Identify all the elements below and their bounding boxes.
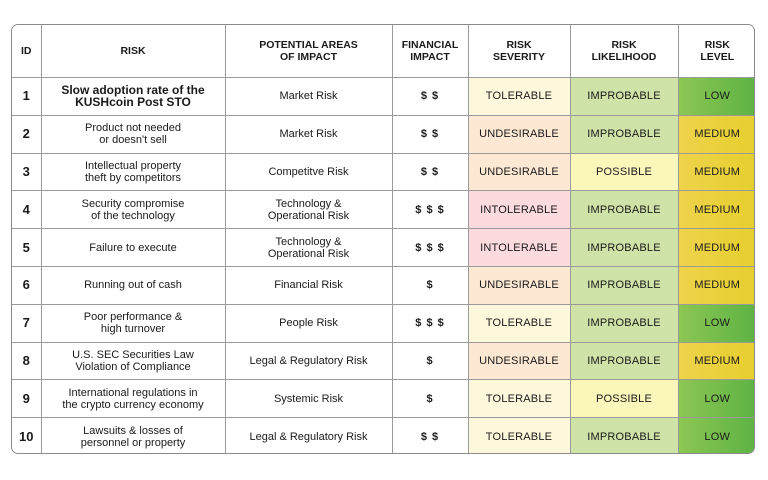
header-id: ID [12,25,41,78]
severity-badge: INTOLERABLE [468,229,570,267]
impact-area: Market Risk [225,78,392,116]
header-row [12,25,755,78]
header-areas: POTENTIAL AREAS OF IMPACT [225,25,392,78]
severity-badge: UNDESIRABLE [468,153,570,191]
severity-badge: TOLERABLE [468,380,570,418]
table-row [12,153,755,191]
risk-level-badge: MEDIUM [678,191,755,229]
header-likelihood: RISK LIKELIHOOD [570,25,678,78]
row-id: 5 [12,229,41,267]
row-id: 7 [12,304,41,342]
severity-badge: TOLERABLE [468,418,570,454]
table-row [12,115,755,153]
financial-impact: $ $ [392,115,468,153]
risk-description: U.S. SEC Securities Law Violation of Compliance [41,342,225,380]
likelihood-badge: IMPROBABLE [570,78,678,116]
likelihood-badge: IMPROBABLE [570,342,678,380]
financial-impact: $ $ [392,78,468,116]
risk-level-badge: MEDIUM [678,229,755,267]
likelihood-badge: POSSIBLE [570,380,678,418]
financial-impact: $ $ $ [392,229,468,267]
risk-description: Running out of cash [41,266,225,304]
impact-area: Technology & Operational Risk [225,229,392,267]
impact-area: Financial Risk [225,266,392,304]
risk-description: Security compromise of the technology [41,191,225,229]
header-level: RISK LEVEL [678,25,755,78]
row-id: 6 [12,266,41,304]
table-row [12,229,755,267]
severity-badge: UNDESIRABLE [468,342,570,380]
financial-impact: $ [392,342,468,380]
likelihood-badge: IMPROBABLE [570,266,678,304]
risk-description: Product not needed or doesn't sell [41,115,225,153]
table-body [12,78,755,455]
impact-area: Technology & Operational Risk [225,191,392,229]
header-financial: FINANCIAL IMPACT [392,25,468,78]
table-row [12,304,755,342]
likelihood-badge: IMPROBABLE [570,418,678,454]
row-id: 10 [12,418,41,454]
table-row [12,342,755,380]
financial-impact: $ $ [392,153,468,191]
risk-description: Poor performance & high turnover [41,304,225,342]
impact-area: Competitve Risk [225,153,392,191]
likelihood-badge: IMPROBABLE [570,229,678,267]
likelihood-badge: IMPROBABLE [570,191,678,229]
severity-badge: UNDESIRABLE [468,266,570,304]
financial-impact: $ [392,380,468,418]
risk-level-badge: MEDIUM [678,266,755,304]
risk-description: Lawsuits & losses of personnel or property [41,418,225,454]
financial-impact: $ [392,266,468,304]
severity-badge: INTOLERABLE [468,191,570,229]
financial-impact: $ $ $ [392,304,468,342]
row-id: 8 [12,342,41,380]
risk-matrix-container [11,24,755,454]
severity-badge: TOLERABLE [468,78,570,116]
table-row [12,380,755,418]
risk-description: Slow adoption rate of the KUSHcoin Post STO [41,78,225,116]
likelihood-badge: IMPROBABLE [570,115,678,153]
impact-area: Legal & Regulatory Risk [225,342,392,380]
table-row [12,191,755,229]
impact-area: Systemic Risk [225,380,392,418]
risk-description: Failure to execute [41,229,225,267]
row-id: 2 [12,115,41,153]
impact-area: Market Risk [225,115,392,153]
risk-level-badge: LOW [678,418,755,454]
risk-level-badge: LOW [678,380,755,418]
row-id: 1 [12,78,41,116]
header-risk: RISK [41,25,225,78]
risk-level-badge: MEDIUM [678,342,755,380]
impact-area: Legal & Regulatory Risk [225,418,392,454]
financial-impact: $ $ $ [392,191,468,229]
likelihood-badge: IMPROBABLE [570,304,678,342]
financial-impact: $ $ [392,418,468,454]
table-row [12,78,755,116]
impact-area: People Risk [225,304,392,342]
table-row [12,418,755,454]
row-id: 4 [12,191,41,229]
severity-badge: TOLERABLE [468,304,570,342]
risk-level-badge: LOW [678,304,755,342]
risk-description: International regulations in the crypto currency economy [41,380,225,418]
risk-description: Intellectual property theft by competitors [41,153,225,191]
likelihood-badge: POSSIBLE [570,153,678,191]
severity-badge: UNDESIRABLE [468,115,570,153]
row-id: 9 [12,380,41,418]
header-severity: RISK SEVERITY [468,25,570,78]
risk-matrix-table [12,25,755,454]
risk-level-badge: MEDIUM [678,153,755,191]
table-row [12,266,755,304]
row-id: 3 [12,153,41,191]
risk-level-badge: MEDIUM [678,115,755,153]
risk-level-badge: LOW [678,78,755,116]
